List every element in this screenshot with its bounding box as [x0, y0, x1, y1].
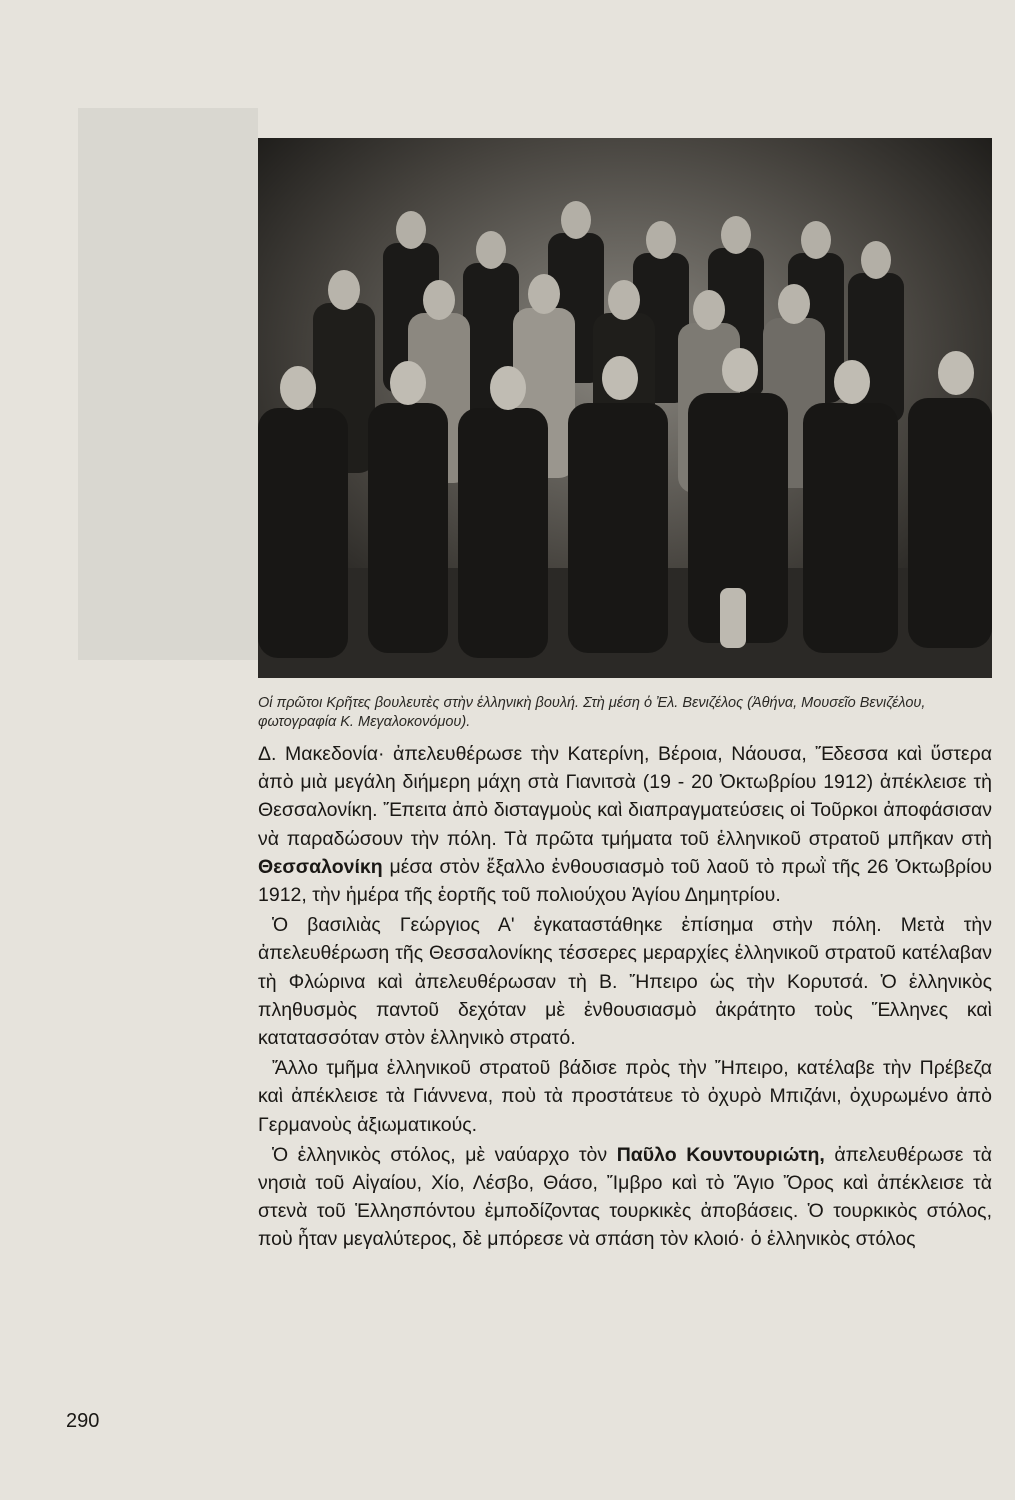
body-text	[258, 740, 992, 1256]
paragraph-text: μέσα στὸν ἔξαλλο ἐνθουσιασμὸ τοῦ λαοῦ τὸ πρωῒ τῆς 26 Ὀκτωβρίου 1912, τὴν ἡμέρα τῆς ἑορτῆς τοῦ πολιούχου Ἁγίου Δημητρίου.	[258, 855, 992, 907]
paragraph-macedonia	[258, 740, 992, 909]
paragraph-epirus: Ἄλλο τμῆμα ἑλληνικοῦ στρατοῦ βάδισε πρὸς τὴν Ἤπειρο, κατέλαβε τὴν Πρέβεζα καὶ ἀπέκλεισε τὰ Γιάννενα, ποὺ τὰ προστάτευε τὸ ὀχυρὸ Μπιζάνι, ὀχυρωμένο ἀπὸ Γερμανοὺς ἀξιωματικούς.	[258, 1057, 992, 1136]
group-photograph	[258, 138, 992, 678]
bold-term-thessaloniki: Θεσσαλονίκη	[258, 855, 383, 878]
photo-figures	[258, 138, 992, 678]
paragraph-king-george: Ὁ βασιλιὰς Γεώργιος Α' ἐγκαταστάθηκε ἐπίσημα στὴν πόλη. Μετὰ τὴν ἀπελευθέρωση τῆς Θεσσαλονίκης τέσσερες μεραρχίες ἑλληνικοῦ στρατοῦ κατέλαβαν τὴ Φλώρινα καὶ ἀπελευθέρωσαν τὴ Β. Ἤπειρο ὡς τὴν Κορυτσά. Ὁ ἑλληνικὸς πληθυσμὸς παντοῦ δεχόταν μὲ ἐνθουσιασμὸ ἀκράτητο τοὺς Ἕλληνες καὶ κατατασσόταν στὸν ἑλληνικὸ στρατό.	[258, 914, 992, 1050]
bold-term-koundouriotis: Παῦλο Κουντουριώτη,	[616, 1143, 825, 1166]
paragraph-fleet	[258, 1141, 992, 1254]
figure-caption: Οἱ πρῶτοι Κρῆτες βουλευτὲς στὴν ἑλληνικὴ βουλή. Στὴ μέση ὁ Ἐλ. Βενιζέλος (Ἀθήνα, Μουσεῖο Βενιζέλου, φωτογραφία Κ. Μεγαλοκονόμου).	[258, 695, 926, 730]
page-number: 290	[66, 1410, 100, 1432]
paragraph-text: ἀπελευθέρωσε τὰ νησιὰ τοῦ Αἰγαίου, Χίο, Λέσβο, Θάσο, Ἴμβρο καὶ τὸ Ἅγιο Ὄρος καὶ ἀπέκλεισε τὰ στενὰ τοῦ Ἑλλησπόντου ἐμποδίζοντας τουρκικὲς ἀποβάσεις. Ὁ τουρκικὸς στόλος, ποὺ ἦταν μεγαλύτερος, δὲ μπόρεσε νὰ σπάση τὸν κλοιό· ὁ ἑλληνικὸς στόλος	[258, 1143, 992, 1251]
paragraph-text: Δ. Μακεδονία· ἀπελευθέρωσε τὴν Κατερίνη, Βέροια, Νάουσα, Ἔδεσσα καὶ ὕστερα ἀπὸ μιὰ μεγάλη διήμερη μάχη στὰ Γιανιτσὰ (19 - 20 Ὀκτωβρίου 1912) ἀπέκλεισε τὴ Θεσσαλονίκη. Ἔπειτα ἀπὸ δισταγμοὺς καὶ διαπραγματεύσεις οἱ Τοῦρκοι ἀποφάσισαν νὰ παραδώσουν τὴν πόλη. Τὰ πρῶτα τμήματα τοῦ ἑλληνικοῦ στρατοῦ μπῆκαν στὴ	[258, 743, 992, 850]
facing-page-shadow	[78, 108, 258, 660]
paragraph-text: Ὁ ἑλληνικὸς στόλος, μὲ ναύαρχο τὸν	[272, 1143, 617, 1166]
